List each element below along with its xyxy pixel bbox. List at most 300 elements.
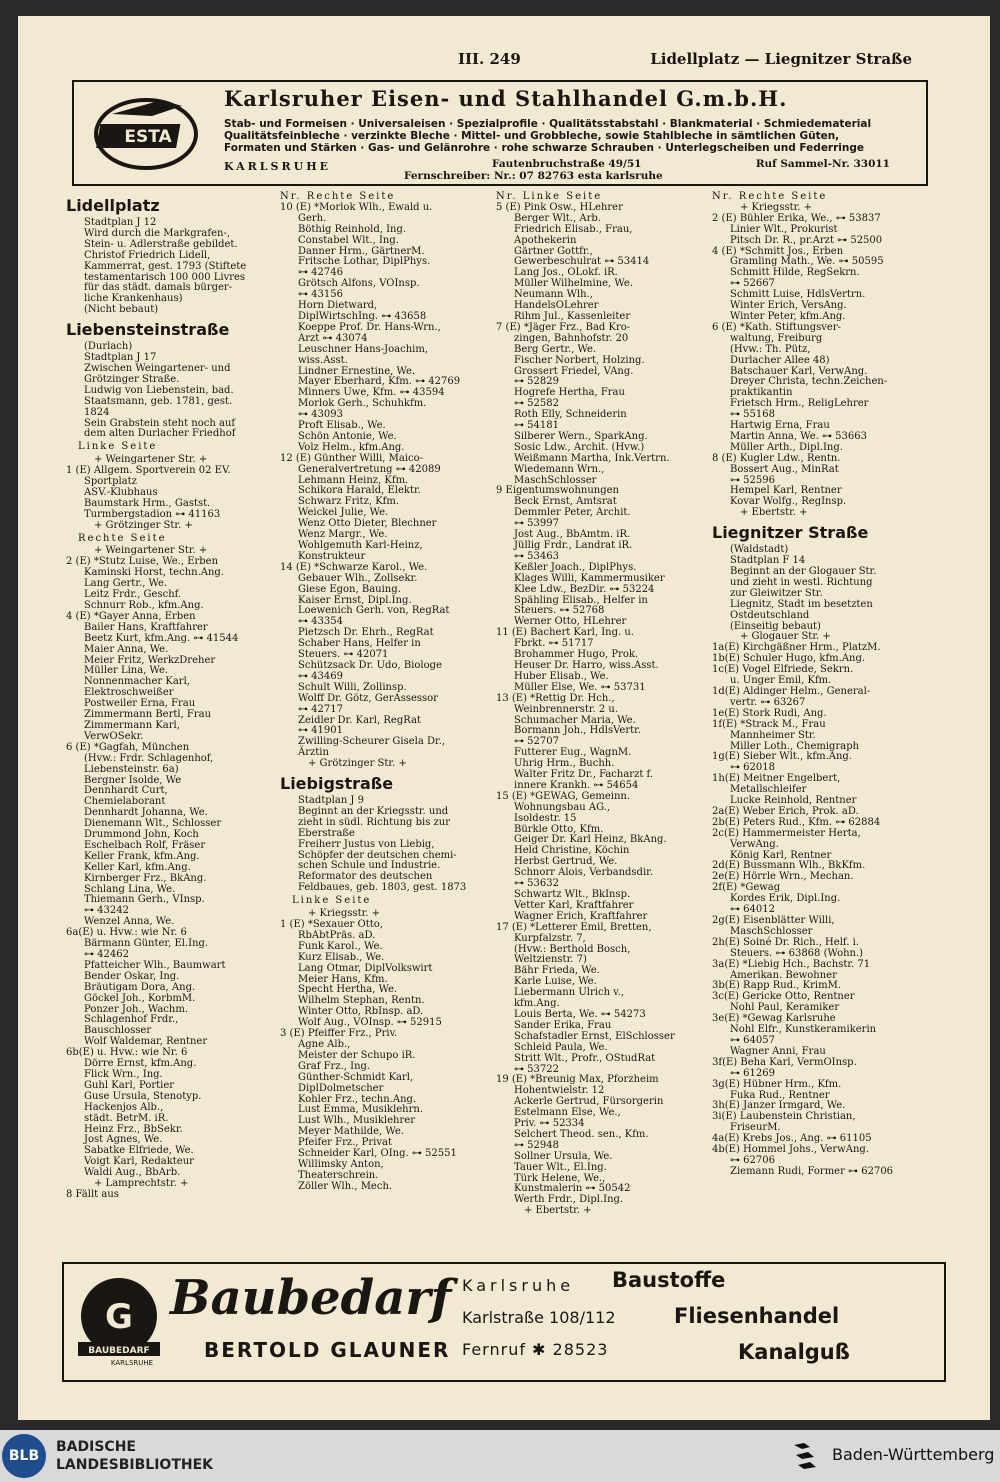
directory-entry: Sosic Ldw., Archit. (Hvw.)	[514, 441, 645, 453]
directory-entry: städt. BetrM. iR.	[84, 1112, 169, 1124]
directory-entry: Pfeifer Frz., Privat	[298, 1137, 392, 1149]
directory-entry: Loewenich Gerh. von, RegRat	[298, 605, 450, 617]
directory-entry: 6a(E) u. Hvw.: wie Nr. 6	[66, 927, 187, 939]
directory-entry: Dennhardt Curt,	[84, 785, 168, 797]
directory-entry: DiplDolmetscher	[298, 1082, 384, 1094]
directory-entry: FriseurM.	[730, 1122, 781, 1134]
directory-entry: Nohl Elfr., Kunstkeramikerin	[730, 1024, 877, 1036]
directory-entry: 1b(E) Schuler Hugo, kfm.Ang.	[712, 653, 866, 665]
column-2	[280, 192, 494, 1193]
ad-telex: Fernschreiber: Nr.: 07 82763 esta karlsruhe	[404, 170, 663, 182]
directory-entry: Nohl Paul, Keramiker	[730, 1002, 840, 1014]
directory-entry: Lust Wlh., Musiklehrer	[298, 1115, 415, 1127]
directory-entry: 2 (E) *Stutz Luise, We., Erben	[66, 556, 219, 568]
description-line: Reformator des deutschen	[298, 871, 433, 883]
directory-entry: Neumann Wlh.,	[514, 289, 593, 301]
svg-text:G: G	[105, 1297, 133, 1337]
directory-entry: Müller Wilhelmine, We.	[514, 278, 633, 290]
directory-entry: ⊶ 64012	[730, 904, 775, 916]
description-line: (Einseitig bebaut)	[730, 620, 821, 632]
directory-entry: Fischer Norbert, Holzing.	[514, 354, 645, 366]
directory-entry: Sander Erika, Frau	[514, 1019, 612, 1031]
directory-entry: Fbrkt. ⊶ 51717	[514, 638, 594, 650]
bottom-advertisement	[62, 1262, 946, 1382]
directory-entry: Bergner Isolde, We	[84, 774, 182, 786]
cross-street: + Grötzinger Str. +	[94, 519, 193, 531]
entry-list	[280, 203, 494, 759]
liebenstein-description	[66, 342, 276, 440]
directory-entry: 2f(E) *Gewag	[712, 882, 781, 894]
directory-entry: Keßler Joach., DiplPhys.	[514, 561, 637, 573]
directory-entry: Pietzsch Dr. Ehrh., RegRat	[298, 627, 434, 639]
directory-entry: ⊶ 52948	[514, 1139, 559, 1151]
directory-entry: Generalvertretung ⊶ 42089	[298, 463, 441, 475]
scanned-page	[18, 16, 990, 1420]
cross-street: + Weingartener Str. +	[94, 545, 208, 557]
directory-entry: Kaiser Ernst, Dipl.Ing.	[298, 594, 412, 606]
directory-entry: Herbst Gertrud, We.	[514, 856, 618, 868]
directory-entry: Lang Gertr., We.	[84, 578, 168, 590]
directory-entry: Müller Lina, We.	[84, 665, 169, 677]
ad-city: KARLSRUHE	[224, 160, 331, 173]
directory-entry: Türk Helene, We.,	[514, 1172, 606, 1184]
directory-entry: 3f(E) Beha Karl, VermOInsp.	[712, 1056, 857, 1068]
directory-entry: Kaminski Horst, techn.Ang.	[84, 567, 224, 579]
directory-entry: Silberer Wern., SparkAng.	[514, 430, 648, 442]
directory-entry: Nonnenmacher Karl,	[84, 676, 190, 688]
directory-entry: DiplWirtschIng. ⊶ 43658	[298, 310, 427, 322]
directory-entry: Keller Frank, kfm.Ang.	[84, 850, 200, 862]
directory-entry: Schnurr Rob., kfm.Ang.	[84, 600, 204, 611]
directory-entry: Hohentwielstr. 12	[514, 1085, 605, 1097]
product-baustoffe: Baustoffe	[612, 1268, 726, 1292]
directory-entry: Turmbergstadion ⊶ 41163	[84, 508, 221, 520]
directory-entry: Bender Oskar, Ing.	[84, 970, 180, 982]
directory-entry: Weinbrennerstr. 2 u.	[514, 703, 619, 715]
directory-entry: kfm.Ang.	[514, 998, 560, 1010]
directory-entry: 8 (E) Kugler Ldw., Rentn.	[712, 452, 841, 464]
directory-entry: Zimmermann Bertl, Frau	[84, 709, 212, 721]
directory-entry: 17 (E) *Letterer Emil, Bretten,	[496, 921, 652, 933]
directory-entry: Werth Frdr., Dipl.Ing.	[514, 1194, 624, 1206]
running-title: Lidellplatz — Liegnitzer Straße	[650, 50, 912, 68]
section-right-side: Rechte Seite	[78, 532, 167, 544]
directory-entry: Winter Otto, RbInsp. aD.	[298, 1006, 424, 1018]
directory-entry: Elektroschweißer	[84, 687, 174, 699]
directory-entry: Flick Wrn., Ing.	[84, 1068, 163, 1080]
directory-entry: ⊶ 55168	[730, 409, 775, 421]
lions-crest-icon	[790, 1439, 822, 1473]
ad-address: Fautenbruchstraße 49/51	[492, 158, 642, 170]
directory-entry: ⊶ 43156	[298, 289, 343, 301]
directory-entry: Wagner Anni, Frau	[730, 1045, 826, 1057]
directory-entry: Willimsky Anton,	[298, 1158, 384, 1170]
description-line: Beginnt an der Kriegsstr. und	[298, 805, 449, 817]
directory-entry: 1 (E) *Sexauer Otto,	[280, 919, 383, 930]
directory-entry: Kirnberger Frz., BkAng.	[84, 872, 207, 884]
directory-entry: Leitz Frdr., Geschf.	[84, 589, 182, 601]
directory-entry: Meyer Mathilde, We.	[298, 1126, 404, 1138]
directory-entry: Schleid Paula, We.	[514, 1041, 608, 1053]
directory-entry: Zöller Wlh., Mech.	[298, 1180, 393, 1192]
directory-entry: 3b(E) Rapp Rud., KrimM.	[712, 980, 842, 992]
directory-entry: ⊶ 62706	[730, 1154, 775, 1166]
directory-entry: 15 (E) *GEWAG, Gemeinn.	[496, 790, 631, 802]
cross-street: + Ebertstr. +	[524, 1205, 592, 1217]
directory-entry: Lehmann Heinz, Kfm.	[298, 474, 409, 486]
directory-entry: Futterer Eug., WagnM.	[514, 747, 632, 759]
directory-entry: Mayer Eberhard, Kfm. ⊶ 42769	[298, 376, 461, 388]
directory-entry: Gärtner Gottfr.,	[514, 245, 593, 257]
description-line: Beginnt an der Glogauer Str.	[730, 566, 877, 577]
directory-entry: Funk Karol., We.	[298, 940, 383, 952]
company-street: Karlstraße 108/112	[462, 1308, 616, 1327]
directory-entry: Wenz Margr., We.	[298, 529, 388, 541]
directory-entry: Selchert Theod. sen., Kfm.	[514, 1128, 649, 1140]
directory-entry: Heuser Dr. Harro, wiss.Asst.	[514, 659, 659, 671]
directory-entry: Arzt ⊶ 43074	[298, 332, 368, 344]
directory-entry: Schwartz Wlt., BkInsp.	[514, 889, 631, 900]
description-line: und zieht in westl. Richtung	[730, 576, 873, 588]
directory-entry: Werner Otto, HLehrer	[514, 616, 627, 628]
directory-entry: Steuers. ⊶ 52768	[514, 605, 605, 617]
description-line: zieht in südl. Richtung bis zur	[298, 816, 451, 828]
cross-street: + Kriegsstr. +	[308, 908, 381, 920]
liebig-description	[280, 796, 494, 894]
directory-entry: Weltzienstr. 7)	[514, 954, 587, 966]
directory-entry: Zwilling-Scheurer Gisela Dr.,	[298, 736, 446, 748]
directory-entry: Liebensteinstr. 6a)	[84, 763, 179, 775]
directory-entry: Winter Peter, kfm.Ang.	[730, 310, 846, 322]
directory-entry: Klages Willi, Kammermusiker	[514, 572, 665, 584]
directory-entry: Spähling Elisab., Helfer in	[514, 594, 648, 606]
description-line: Freiherr Justus von Liebig,	[298, 838, 435, 850]
directory-entry: ⊶ 43093	[298, 409, 343, 421]
directory-entry: Schikora Harald, Elektr.	[298, 485, 421, 497]
directory-entry: Maier Anna, We.	[84, 643, 169, 655]
directory-entry: 9 Eigentumswohnungen	[496, 485, 619, 497]
esta-logo	[92, 92, 200, 172]
column-heading: Nr. Rechte Seite	[712, 191, 828, 202]
directory-entry: Tauer Wlt., El.Ing.	[514, 1161, 607, 1173]
description-line: Wird durch die Markgrafen-,	[84, 227, 231, 239]
directory-entry: Klee Ldw., BezDir. ⊶ 53224	[514, 583, 655, 595]
esta-logo-text: ESTA	[124, 127, 172, 147]
lidell-description	[66, 218, 276, 316]
directory-entry: Koeppe Prof. Dr. Hans-Wrn.,	[298, 321, 441, 333]
directory-entry: 5 (E) Pink Osw., HLehrer	[496, 201, 623, 213]
directory-entry: Wohlgemuth Karl-Heinz,	[298, 540, 423, 551]
directory-entry: vertr. ⊶ 63267	[730, 696, 806, 708]
page-number: III. 249	[458, 50, 521, 68]
directory-entry: zingen, Bahnhofstr. 20	[514, 332, 629, 344]
cross-street: + Kriegsstr. +	[740, 201, 813, 213]
directory-entry: Beetz Kurt, kfm.Ang. ⊶ 41544	[84, 632, 239, 644]
directory-entry: Dennhardt Johanna, We.	[84, 807, 208, 819]
description-line: Feldbaues, geb. 1803, gest. 1873	[298, 882, 467, 894]
description-line: Zwischen Weingartener- und	[84, 362, 231, 374]
directory-entry: innere Krankh. ⊶ 54654	[514, 779, 639, 791]
directory-entry: Drummond John, Koch	[84, 829, 199, 841]
description-line: Stadtplan J 17	[84, 352, 157, 364]
directory-entry: Voigt Karl, Redakteur	[84, 1156, 194, 1168]
directory-entry: Ziemann Rudi, Former ⊶ 62706	[730, 1165, 894, 1177]
directory-entry: Fritsche Lothar, DiplPhys.	[298, 256, 431, 268]
directory-entry: (Hvw.: Berthold Bosch,	[514, 943, 631, 955]
directory-entry: Bähr Frieda, We.	[514, 965, 600, 977]
directory-entry: Bürkle Otto, Kfm.	[514, 823, 604, 835]
directory-entry: Linier Wlt., Prokurist	[730, 223, 838, 235]
directory-entry: Hogrefe Hertha, Frau	[514, 387, 625, 399]
directory-entry: ⊶ 43242	[84, 905, 129, 917]
directory-entry: Beck Ernst, Amtsrat	[514, 496, 617, 508]
description-line: (Waldstadt)	[730, 544, 789, 556]
directory-entry: Schlang Lina, We.	[84, 883, 176, 895]
cross-street: + Weingartener Str. +	[94, 454, 208, 466]
directory-entry: Wenz Otto Dieter, Blechner	[298, 518, 437, 530]
directory-entry: Lang Jos., OLokf. iR.	[514, 267, 618, 279]
directory-entry: ⊶ 62018	[730, 762, 775, 774]
directory-entry: 3a(E) *Liebig Hch., Bachstr. 71	[712, 958, 871, 970]
directory-entry: 11 (E) Bachert Karl, Ing. u.	[496, 627, 634, 639]
directory-entry: VerwOSekr.	[84, 730, 144, 742]
column-3	[496, 192, 710, 1217]
street-title-liebensteinstrasse: Liebensteinstraße	[66, 320, 230, 340]
directory-entry: Bossert Aug., MinRat	[730, 463, 839, 475]
bw-name[interactable]: Baden-Württemberg	[832, 1445, 995, 1464]
directory-entry: Sportplatz	[84, 476, 137, 488]
company-phone: Fernruf ✱ 28523	[462, 1340, 609, 1359]
company-name: Baubedarf	[170, 1270, 452, 1326]
directory-entry: (Hvw.: Th. Pütz,	[730, 343, 811, 355]
directory-entry: Böthig Reinhold, Ing.	[298, 223, 407, 235]
directory-entry: Pitsch Dr. R., pr.Arzt ⊶ 52500	[730, 234, 883, 246]
directory-entry: Friedrich Elisab., Frau,	[514, 223, 633, 235]
directory-entry: 1e(E) Stork Rudi, Ang.	[712, 707, 827, 719]
directory-entry: 6b(E) u. Hvw.: wie Nr. 6	[66, 1047, 188, 1059]
directory-entry: Ponzer Joh., Wachm.	[84, 1003, 189, 1015]
directory-entry: Weißmann Martha, Ink.Vertrn.	[514, 452, 670, 464]
directory-entry: Jost Aug., BbAmtm. iR.	[514, 529, 631, 541]
directory-entry: Batschauer Karl, VerwAng.	[730, 365, 868, 377]
directory-entry: Walter Fritz Dr., Facharzt f.	[514, 769, 654, 781]
directory-entry: Schaber Hans, Helfer in	[298, 638, 421, 650]
directory-entry: Wohnungsbau AG.,	[514, 801, 611, 813]
directory-entry: ⊶ 52582	[514, 398, 559, 410]
entry-list	[496, 203, 710, 1206]
directory-entry: ⊶ 54181	[514, 420, 559, 432]
directory-entry: ⊶ 52829	[514, 376, 559, 388]
directory-entry: waltung, Freiburg	[730, 332, 823, 344]
directory-entry: Steuers. ⊶ 63868 (Wohn.)	[730, 947, 864, 959]
directory-entry: (Hvw.: Frdr. Schlagenhof,	[84, 752, 214, 764]
directory-entry: Constabel Wlt., Ing.	[298, 234, 399, 246]
directory-entry: Kordes Erik, Dipl.Ing.	[730, 893, 841, 905]
directory-entry: Amerikan. Bewohner	[730, 969, 837, 981]
company-city: Karlsruhe	[462, 1276, 575, 1295]
directory-entry: Agne Alb.,	[298, 1038, 351, 1050]
directory-entry: Wenzel Anna, We.	[84, 916, 175, 928]
description-line: Eberstraße	[298, 827, 355, 839]
ad-line-3: Formaten und Stärken · Gas- und Gelänrohre · rohe schwarze Schrauben · Unterlegscheiben und Federringe	[224, 142, 865, 154]
directory-entry: Wagner Erich, Kraftfahrer	[514, 910, 648, 922]
directory-entry: Estelmann Else, We.,	[514, 1107, 621, 1119]
directory-entry: ⊶ 42462	[84, 949, 129, 960]
description-line: Kammerrat, gest. 1793 (Stiftete	[84, 260, 247, 272]
directory-entry: Jüllig Frdr., Landrat iR.	[514, 540, 633, 551]
directory-entry: 2c(E) Hammermeister Herta,	[712, 827, 861, 839]
description-line: schen Schule und Industrie.	[298, 860, 441, 872]
directory-entry: Gramling Math., We. ⊶ 50595	[730, 256, 884, 268]
directory-entry: Wiedemann Wrn.,	[514, 463, 605, 475]
column-heading: Nr. Linke Seite	[496, 191, 603, 202]
directory-entry: Dienemann Wlt., Schlosser	[84, 818, 222, 830]
directory-entry: Schneider Karl, OIng. ⊶ 52551	[298, 1148, 457, 1160]
directory-entry: Kurpfalzstr. 7,	[514, 932, 586, 944]
directory-entry: Brohammer Hugo, Prok.	[514, 649, 639, 661]
entry-list	[712, 643, 938, 1177]
company-owner: BERTOLD GLAUNER	[204, 1338, 451, 1362]
description-line: dem alten Durlacher Friedhof	[84, 428, 236, 440]
cross-street: + Ebertstr. +	[740, 507, 808, 519]
directory-entry: Zimmermann Karl,	[84, 719, 180, 731]
directory-entry: Vetter Karl, Kraftfahrer	[514, 899, 634, 911]
directory-entry: 3e(E) *Gewag Karlsruhe	[712, 1013, 836, 1025]
directory-entry: Rihm Jul., Kassenleiter	[514, 310, 631, 322]
column-heading: Nr. Rechte Seite	[280, 191, 396, 202]
directory-entry: 4 (E) *Gayer Anna, Erben	[66, 610, 196, 622]
directory-entry: Giese Egon, Bauing.	[298, 583, 401, 595]
directory-entry: 2b(E) Peters Rud., Kfm. ⊶ 62884	[712, 816, 881, 828]
directory-entry: 3c(E) Gericke Otto, Rentner	[712, 991, 855, 1003]
baubedarf-logo	[74, 1272, 164, 1368]
directory-entry: Demmler Peter, Archit.	[514, 507, 631, 519]
directory-entry: Lang Otmar, DiplVolkswirt	[298, 962, 433, 974]
directory-entry: Proft Elisab., We.	[298, 420, 386, 432]
directory-entry: 7 (E) *Jäger Frz., Bad Kro-	[496, 321, 631, 333]
description-line: testamentarisch 100 000 Livres	[84, 271, 246, 283]
description-line: Stein- u. Adlerstraße gebildet.	[84, 238, 238, 250]
directory-entry: Ärztin	[298, 747, 329, 759]
directory-entry: 2a(E) Weber Erich, Prok. aD.	[712, 805, 859, 817]
directory-entry: 4 (E) *Schmitt Jos., Erben	[712, 245, 844, 257]
directory-entry: Steuers. ⊶ 42071	[298, 649, 389, 661]
directory-entry: ⊶ 53997	[514, 518, 559, 530]
directory-entry: 2h(E) Soiné Dr. Rich., Helf. i.	[712, 936, 859, 948]
blb-name[interactable]	[56, 1438, 213, 1474]
baubedarf-logo-text: BAUBEDARF	[88, 1346, 150, 1356]
directory-entry: König Karl, Rentner	[730, 849, 832, 861]
directory-entry: Huber Elisab., We.	[514, 670, 609, 682]
directory-entry: Pfatteicher Wlh., Baumwart	[84, 959, 226, 971]
directory-entry: Leuschner Hans-Joachim,	[298, 343, 429, 355]
directory-entry: Sollner Ursula, We.	[514, 1150, 613, 1162]
directory-entry: Isoldestr. 15	[514, 812, 577, 824]
directory-entry: ⊶ 52707	[514, 736, 559, 748]
description-line: (Durlach)	[84, 341, 133, 353]
directory-entry: Specht Hertha, We.	[298, 984, 398, 996]
directory-entry: Bormann Joh., HdlsVertr.	[514, 725, 641, 737]
directory-entry: ⊶ 53722	[514, 1063, 559, 1075]
directory-entry: Hackenjos Alb.,	[84, 1101, 164, 1113]
directory-entry: VerwAng.	[730, 838, 779, 850]
ad-line-1: Stab- und Formeisen · Universaleisen · Spezialprofile · Qualitätsstabstahl · Blankmaterial · Schmiedematerial	[224, 118, 872, 130]
directory-entry: Hempel Karl, Rentner	[730, 485, 842, 497]
directory-entry: Meier Fritz, WerkzDreher	[84, 654, 216, 666]
directory-entry: Bauschlosser	[84, 1025, 152, 1037]
directory-entry: Martin Anna, We. ⊶ 53663	[730, 430, 867, 442]
directory-entry: RbAbtPräs. aD.	[298, 929, 376, 941]
directory-entry: Schwarz Fritz, Kfm.	[298, 496, 400, 508]
directory-entry: Grötsch Alfons, VOInsp.	[298, 278, 420, 290]
directory-entry: Metallschleifer	[730, 784, 807, 796]
directory-entry: wiss.Asst.	[298, 354, 348, 366]
directory-entry: Danner Hrm., GärtnerM.	[298, 245, 425, 257]
directory-entry: 1a(E) Kirchgäßner Hrm., PlatzM.	[712, 642, 881, 654]
directory-entry: Morlok Gerh., Schuhkfm.	[298, 398, 427, 410]
directory-entry: Bärmann Günter, El.Ing.	[84, 938, 209, 950]
description-line: 1824	[84, 406, 110, 418]
directory-entry: Thiemann Gerh., VInsp.	[84, 894, 205, 906]
description-line: Schöpfer der deutschen chemi-	[298, 849, 457, 861]
directory-entry: ⊶ 53632	[514, 878, 559, 890]
directory-entry: Guhl Karl, Portier	[84, 1079, 175, 1091]
directory-entry: Dörre Ernst, kfm.Ang.	[84, 1058, 197, 1070]
section-left-side: Linke Seite	[78, 441, 158, 453]
directory-entry: Bräutigam Dora, Ang.	[84, 981, 196, 993]
directory-entry: 19 (E) *Breunig Max, Pforzheim	[496, 1074, 659, 1086]
blb-name-line-1: BADISCHE	[56, 1439, 136, 1455]
directory-entry: Göckel Joh., KorbmM.	[84, 992, 196, 1004]
directory-entry: ⊶ 53463	[514, 550, 559, 562]
directory-entry: Held Christine, Köchin	[514, 845, 630, 857]
directory-entry: Gerh.	[298, 212, 327, 224]
directory-entry: Schult Willi, Zollinsp.	[298, 681, 407, 693]
directory-entry: Sabatke Elfriede, We.	[84, 1145, 194, 1157]
product-fliesenhandel: Fliesenhandel	[674, 1304, 840, 1328]
footer-bar	[0, 1430, 1000, 1482]
directory-entry: Wolf Aug., VOInsp. ⊶ 52915	[298, 1017, 442, 1029]
directory-entry: Berg Gertr., We.	[514, 343, 597, 355]
directory-entry: Priv. ⊶ 52334	[514, 1118, 585, 1130]
street-title-lidellplatz: Lidellplatz	[66, 196, 160, 215]
entry-list	[66, 466, 276, 521]
directory-entry: Eschelbach Rolf, Fräser	[84, 839, 206, 851]
directory-entry: 2e(E) Hörrle Wrn., Mechan.	[712, 871, 854, 883]
entry-list	[66, 557, 276, 1179]
ad-title: Karlsruher Eisen- und Stahlhandel G.m.b.H.	[224, 86, 788, 111]
cross-street: + Lamprechtstr. +	[94, 1178, 189, 1190]
directory-entry: Horn Dietward,	[298, 300, 378, 312]
directory-entry: Chemielaborant	[84, 796, 166, 808]
directory-entry: 1c(E) Vogel Elfriede, Sekrn.	[712, 664, 854, 676]
directory-entry: Gewerbeschulrat ⊶ 53414	[514, 256, 650, 268]
section-left-side: Linke Seite	[292, 895, 372, 907]
directory-entry: Winter Erich, VersAng.	[730, 300, 847, 312]
directory-entry: Schumacher Maria, We.	[514, 714, 636, 726]
directory-entry: Berger Wlt., Arb.	[514, 212, 601, 224]
directory-entry: Schnorr Alois, Verbandsdir.	[514, 867, 654, 879]
blb-logo[interactable]: BLB	[2, 1434, 46, 1478]
directory-entry: 1g(E) Sieber Wlt., kfm.Ang.	[712, 751, 852, 763]
cross-street: + Grötzinger Str. +	[308, 758, 407, 770]
directory-entry: 4b(E) Hommel Johs., VerwAng.	[712, 1144, 869, 1156]
directory-entry: 3h(E) Janzer Irmgard, We.	[712, 1100, 846, 1112]
directory-entry: Grossert Friedel, VAng.	[514, 365, 634, 377]
blb-name-line-2: LANDESBIBLIOTHEK	[56, 1457, 214, 1473]
description-line: Sein Grabstein steht noch auf	[84, 417, 236, 429]
directory-entry: Kohler Frz., techn.Ang.	[298, 1093, 417, 1105]
